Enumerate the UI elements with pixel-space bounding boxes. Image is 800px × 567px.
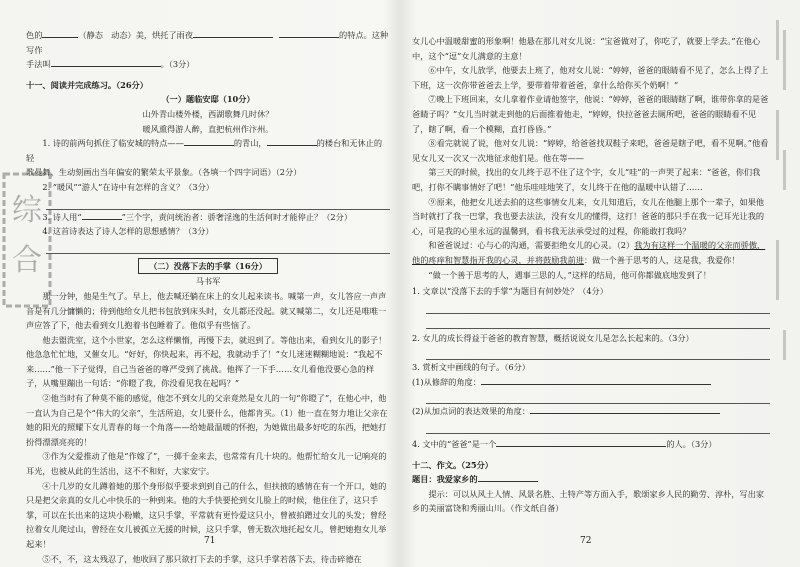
article-paragraph: ⑥中午，女儿放学，他要去上班了，他对女儿说：“婷婷，爸爸的眼睛看不见了，怎么上得了上下班，这一次你带爸爸去上学，要带着带着爸爸，拿什么给你买个奶啊！” — [412, 65, 769, 90]
answer-line[interactable] — [426, 299, 770, 314]
page-number-right: 72 — [580, 536, 592, 546]
question-r1: 1. 文章以“没落下去的手掌”为题目有何妙处？（4分） — [412, 286, 608, 297]
article-paragraph: 那一分钟，他是生气了。早上，他去喊还躺在床上的女儿起来读书。喊第一声，女儿答应一声声音是有几分慵懒的；待到他给女儿把书包放到床头时，女儿都还没起。就又喊第二，女儿还是唯唯一声应答了下，他去看到女儿抱着书包睡着了。他似乎有些恼了。 — [26, 290, 387, 331]
question-2: 2. “暖风”“游人”在诗中有怎样的含义？（3分） — [42, 181, 214, 192]
edge-watermark — [770, 0, 794, 567]
answer-blank[interactable] — [51, 57, 161, 67]
question-r3: 3. 赏析文中画线的句子。（6分） — [412, 362, 530, 373]
answer-blank[interactable] — [279, 28, 339, 38]
answer-line[interactable] — [426, 345, 770, 360]
article-paragraph: ②他当时有了种莫不能的感觉，他怎不到女儿的父亲竟然是女儿的一句“你瞪了”，在他心中，他一直认为自己是个“伟大的父亲”，生活所迫，女儿要什么，他都肯买。（1）他一直在努力地让父亲在她的阳光的照耀下女儿青春的每一个角落——给她最温暖的怀抱，为她做出最多好吃的东西，把她打扮得漂漂亮亮的！ — [26, 393, 388, 447]
answer-blank[interactable] — [478, 472, 538, 482]
answer-blank[interactable] — [481, 375, 711, 385]
question-r3-a: (1)从修辞的角度： — [412, 375, 770, 390]
author: 马书军 — [195, 276, 221, 287]
essay-topic: 题目：我爱家乡的 — [412, 472, 770, 487]
poem-line-1: 山外青山楼外楼，西湖歌舞几时休？ — [142, 108, 274, 119]
left-page — [26, 28, 390, 566]
answer-line[interactable] — [426, 389, 770, 404]
article-paragraph: 第三天的时候，找出的女儿终于忍不住了这个字，女儿“哇”的一声哭了起来：“爸爸，你们我吧，打你不瞒事情好了吧！”他乐哇哇地笑了，女儿终于在他的温暖中认错了…… — [412, 167, 761, 192]
answer-blank[interactable] — [530, 404, 720, 414]
question-1: 1. 诗的前两句抓住了临安城的特点—— 的青山， 的楼台和无休止的轻 — [26, 138, 383, 163]
question-r4: 4. 文中的“爸爸”是一个 的人。（3分） — [412, 439, 717, 450]
svg-text:综: 综 — [12, 193, 42, 228]
part2-title: （二）没落下去的手掌（16分） — [26, 258, 390, 275]
answer-blank[interactable] — [184, 136, 234, 146]
section-11-title: 十一、阅读并完成练习。（26分） — [26, 79, 148, 90]
question-4: 4. 这首诗表达了诗人怎样的思想感情？（3分） — [42, 226, 214, 237]
section-12-title: 十二、作文。（25分） — [412, 459, 493, 470]
article-paragraph: 女儿心中温暖甜蜜的形象啊！他悬在那儿对女儿说：“宝爸做对了，你吃了，就要上学去。”在他心中，这个“逗”女儿满意的主意！ — [412, 36, 761, 61]
answer-blank[interactable] — [267, 136, 317, 146]
article-paragraph: 和爸爸说过：心与心的沟通，需要拒绝女儿的心灵。（2）我为有这样一个温暖的父亲而骄傲，他的疼痒和智慧指开我的心灵，并将鼓励我前进：做一个善于思考的人，这是我，我爱你！ — [412, 240, 766, 265]
answer-line[interactable] — [426, 419, 770, 434]
article-paragraph: ⑤不，不，这太残忍了，他收回了那只欲打下去的手掌，这只手掌若落下去，待击碎德在 — [42, 553, 362, 564]
answer-line[interactable] — [426, 314, 770, 329]
essay-tip: 提示：可以从风土人情、风景名胜、土特产等方面入手，歌颂家乡人民的勤劳、淳朴，写出家乡的美丽富饶和秀丽山川。（作文纸自备） — [412, 488, 765, 514]
svg-text:合: 合 — [12, 243, 42, 278]
answer-blank[interactable] — [42, 28, 78, 38]
page-number-left: 71 — [204, 536, 216, 546]
question-1-cont: 歌曼舞，生动刻画出当年偏安的繁荣太平景象。（各填一个四字词语）（2分） — [26, 167, 302, 178]
part1-title: （一）题临安邸（10分） — [161, 94, 255, 105]
article-paragraph: “做一个善于思考的人，遇事三思的人，”这样的结局，他可你都做底地发到了！ — [428, 269, 712, 280]
article-paragraph: ⑧看完就说了说，他对女儿说：“婷婷，给爸爸找双鞋子来吧，爸爸是瞎子吧，看不见啊。”他看见女儿又一次又一次地征求他们是。他在等—— — [412, 138, 769, 163]
article-paragraph: 他去盥洗室，这个小世家，怎么这样懒惰，再慢下去，就迟到了。等他出来，看到女儿的影子！他急急忙忙地，又催女儿。“好好，你快起来，再不起，我就动手了！”女儿迷迷糊糊地说：“我起不来……”他一下子觉得，自己当爸爸的尊严受到了挑战。他挥了一下手……女儿看他没要心急的样子，从嘴里蹦出一句话：“你瞪了我，你没看见我在起吗？” — [26, 334, 387, 389]
question-r3-b: (2)从加点词的表达效果的角度： — [412, 404, 770, 419]
answer-line[interactable] — [46, 195, 390, 210]
article-paragraph: ⑦晚上下班回来，女儿拿着作业请他签字，他说：“婷婷，爸爸的眼睛瞎了啊，谁带你拿的是爸爸睛子吗？”女儿当时就走到他的后面推着他走，“婷婷，快拉爸爸去厕所吧，爸爸的眼睛看不见了，瞎了啊，看一个模糊，直打昏昏。” — [412, 94, 769, 134]
answer-line[interactable] — [46, 239, 390, 254]
answer-blank[interactable] — [193, 28, 273, 38]
underlined-sentence: 我为有这样一个温暖的父亲而骄傲，他的疼痒和智慧指开我的心灵，并将鼓励我前进 — [412, 240, 766, 265]
article-paragraph: ⑨原来，他把女儿送去拍的这些事情女儿来，女儿知道后，女儿在他腿上那个一辈子，如果他当时就打了我一巴掌，我也要去法法，没有女儿的懂得，这打！爸爸的那只手在我一记耳光让我的心，可是我的心里永远的温馨到，看书我无法承受过的过程，你能敢打我吗？ — [412, 196, 765, 236]
question-r2: 2. 女儿的成长得益于爸爸的教育智慧，概括说说女儿是怎么长起来的。（3分） — [412, 332, 694, 343]
question-3: 3. 诗人用“ ”三个字，责问统治者：骄奢淫逸的生活何时才能停止？（2分） — [42, 211, 353, 222]
poem-line-2: 暖风熏得游人醉，直把杭州作汴州。 — [142, 123, 274, 134]
answer-blank[interactable] — [82, 210, 122, 220]
top-fill-line: 色的 （静态 动态）美，烘托了雨夜 的特点。这种写作 — [26, 30, 389, 55]
top-fill-line-2: 手法叫 。（3分） — [26, 59, 195, 70]
article-paragraph: ③作为父爱推动了他是“作嫁了”，一掷千金来去，也常常有几十块的。他帮忙给女儿一记响亮的耳光，也被从此的生活出，这不不和好，大家安宁。 — [26, 451, 387, 477]
answer-blank[interactable] — [496, 437, 666, 447]
article-paragraph: ④十几岁的女儿蹲着她的那个身形似乎要求到到自己的什么，但扶掖的感情在有一个开口，她的只是把父亲真的女儿心中快乐的一种到来。他的大手快要抡到女儿脸上的时候，他住住了，这只手掌，可以在长出来的这块小粉嫩，这只手掌，平常就有更怜爱这只小，曾被拍蹭过女儿的头发；曾经拉着女儿爬过山，曾经在女儿被孤立无援的时候，这只手掌，曾无数次地托起女儿，曾把她抱女儿举起来！ — [26, 480, 387, 549]
right-page — [412, 34, 770, 516]
